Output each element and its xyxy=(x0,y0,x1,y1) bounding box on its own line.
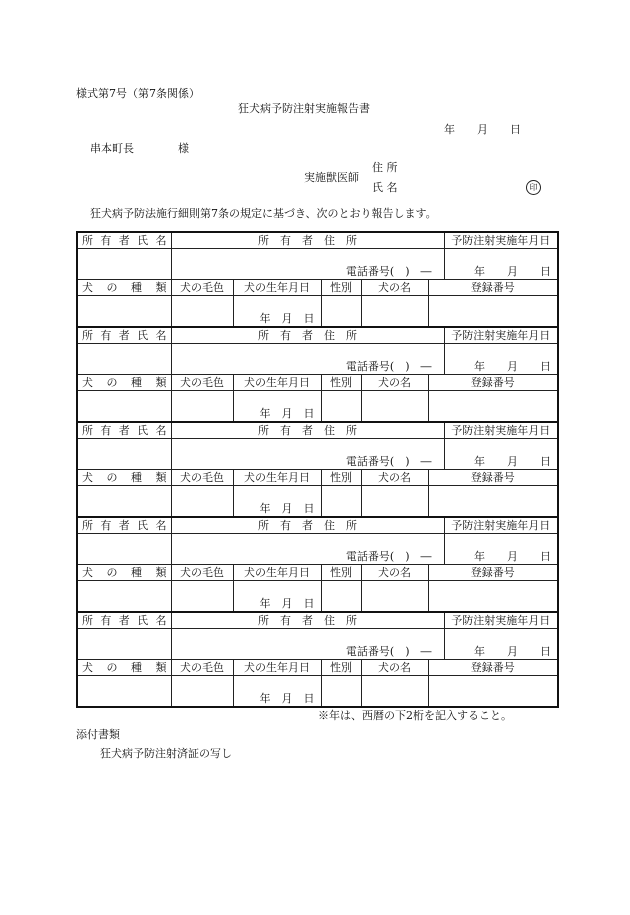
owner-name-cell[interactable] xyxy=(77,629,171,660)
injection-date-header: 予防注射実施年月日 xyxy=(444,232,558,249)
owner-address-cell[interactable]: 電話番号( ) ― xyxy=(171,439,444,470)
dog-data-row xyxy=(77,296,558,328)
attachments-label: 添付書類 xyxy=(76,728,120,741)
sex-header: 性別 xyxy=(321,470,361,486)
injection-date-header: 予防注射実施年月日 xyxy=(444,327,558,344)
dog-type-header: 犬の種類 xyxy=(77,280,171,296)
owner-header-row xyxy=(77,232,558,249)
reg-number-cell[interactable] xyxy=(428,581,558,613)
birth-date-cell[interactable]: 年 月 日 xyxy=(233,296,321,328)
dog-type-header: 犬の種類 xyxy=(77,470,171,486)
birth-date-cell[interactable]: 年 月 日 xyxy=(233,391,321,423)
sex-cell[interactable] xyxy=(321,391,361,423)
reg-number-header: 登録番号 xyxy=(428,565,558,581)
dog-header-row xyxy=(77,375,558,391)
vet-label: 実施獣医師 xyxy=(304,171,359,184)
dog-name-header: 犬の名 xyxy=(361,660,428,676)
owner-address-header: 所 有 者 住 所 xyxy=(171,612,444,629)
sex-header: 性別 xyxy=(321,280,361,296)
sex-header: 性別 xyxy=(321,660,361,676)
dog-name-cell[interactable] xyxy=(361,296,428,328)
coat-color-header: 犬の毛色 xyxy=(171,660,233,676)
dog-header-row xyxy=(77,565,558,581)
owner-header-row xyxy=(77,422,558,439)
owner-name-header: 所有者氏名 xyxy=(77,612,171,629)
dog-type-cell[interactable] xyxy=(77,296,171,328)
injection-date-header: 予防注射実施年月日 xyxy=(444,517,558,534)
reg-number-cell[interactable] xyxy=(428,391,558,423)
dog-name-cell[interactable] xyxy=(361,486,428,518)
owner-data-row xyxy=(77,629,558,660)
dog-type-header: 犬の種類 xyxy=(77,565,171,581)
seal-mark: 印 xyxy=(526,180,541,195)
reg-number-cell[interactable] xyxy=(428,676,558,708)
dog-name-header: 犬の名 xyxy=(361,470,428,486)
dog-type-cell[interactable] xyxy=(77,676,171,708)
footnote: ※年は、西暦の下2桁を記入すること。 xyxy=(318,709,512,722)
owner-address-cell[interactable]: 電話番号( ) ― xyxy=(171,629,444,660)
coat-color-header: 犬の毛色 xyxy=(171,565,233,581)
sex-header: 性別 xyxy=(321,565,361,581)
reg-number-header: 登録番号 xyxy=(428,470,558,486)
reg-number-cell[interactable] xyxy=(428,486,558,518)
owner-name-cell[interactable] xyxy=(77,439,171,470)
coat-color-cell[interactable] xyxy=(171,676,233,708)
coat-color-cell[interactable] xyxy=(171,391,233,423)
name-label: 氏 名 xyxy=(372,181,398,194)
sex-header: 性別 xyxy=(321,375,361,391)
dog-name-header: 犬の名 xyxy=(361,280,428,296)
birth-date-header: 犬の生年月日 xyxy=(233,470,321,486)
attachment-item: 狂犬病予防注射済証の写し xyxy=(100,747,232,760)
birth-date-header: 犬の生年月日 xyxy=(233,565,321,581)
owner-name-header: 所有者氏名 xyxy=(77,327,171,344)
owner-name-header: 所有者氏名 xyxy=(77,232,171,249)
owner-name-cell[interactable] xyxy=(77,344,171,375)
dog-type-cell[interactable] xyxy=(77,486,171,518)
owner-address-header: 所 有 者 住 所 xyxy=(171,232,444,249)
sex-cell[interactable] xyxy=(321,581,361,613)
owner-address-header: 所 有 者 住 所 xyxy=(171,327,444,344)
injection-date-cell[interactable]: 年 月 日 xyxy=(444,534,558,565)
injection-date-cell[interactable]: 年 月 日 xyxy=(444,439,558,470)
owner-data-row xyxy=(77,439,558,470)
injection-date-header: 予防注射実施年月日 xyxy=(444,422,558,439)
dog-data-row xyxy=(77,676,558,708)
sex-cell[interactable] xyxy=(321,676,361,708)
coat-color-header: 犬の毛色 xyxy=(171,470,233,486)
birth-date-header: 犬の生年月日 xyxy=(233,660,321,676)
birth-date-header: 犬の生年月日 xyxy=(233,280,321,296)
owner-header-row xyxy=(77,327,558,344)
coat-color-header: 犬の毛色 xyxy=(171,280,233,296)
birth-date-header: 犬の生年月日 xyxy=(233,375,321,391)
report-date: 年 月 日 xyxy=(444,123,521,136)
coat-color-cell[interactable] xyxy=(171,486,233,518)
owner-header-row xyxy=(77,517,558,534)
document-title: 狂犬病予防注射実施報告書 xyxy=(238,102,370,115)
injection-date-cell[interactable]: 年 月 日 xyxy=(444,344,558,375)
dog-name-header: 犬の名 xyxy=(361,565,428,581)
owner-address-header: 所 有 者 住 所 xyxy=(171,517,444,534)
reg-number-header: 登録番号 xyxy=(428,280,558,296)
injection-date-cell[interactable]: 年 月 日 xyxy=(444,249,558,280)
owner-name-header: 所有者氏名 xyxy=(77,422,171,439)
address-label: 住 所 xyxy=(372,161,398,174)
coat-color-cell[interactable] xyxy=(171,581,233,613)
owner-address-cell[interactable]: 電話番号( ) ― xyxy=(171,249,444,280)
dog-type-cell[interactable] xyxy=(77,391,171,423)
dog-type-header: 犬の種類 xyxy=(77,660,171,676)
owner-address-header: 所 有 者 住 所 xyxy=(171,422,444,439)
injection-date-header: 予防注射実施年月日 xyxy=(444,612,558,629)
reg-number-cell[interactable] xyxy=(428,296,558,328)
owner-data-row xyxy=(77,344,558,375)
birth-date-cell[interactable]: 年 月 日 xyxy=(233,581,321,613)
sex-cell[interactable] xyxy=(321,486,361,518)
owner-data-row xyxy=(77,249,558,280)
owner-name-header: 所有者氏名 xyxy=(77,517,171,534)
dog-name-cell[interactable] xyxy=(361,676,428,708)
addressee: 串本町長 様 xyxy=(90,142,189,155)
birth-date-cell[interactable]: 年 月 日 xyxy=(233,676,321,708)
dog-name-header: 犬の名 xyxy=(361,375,428,391)
sex-cell[interactable] xyxy=(321,296,361,328)
dog-data-row xyxy=(77,391,558,423)
dog-header-row xyxy=(77,660,558,676)
dog-data-row xyxy=(77,486,558,518)
dog-header-row xyxy=(77,470,558,486)
coat-color-cell[interactable] xyxy=(171,296,233,328)
report-table xyxy=(76,231,557,708)
dog-data-row xyxy=(77,581,558,613)
dog-type-header: 犬の種類 xyxy=(77,375,171,391)
coat-color-header: 犬の毛色 xyxy=(171,375,233,391)
owner-header-row xyxy=(77,612,558,629)
dog-name-cell[interactable] xyxy=(361,391,428,423)
reg-number-header: 登録番号 xyxy=(428,660,558,676)
form-number: 様式第7号（第7条関係） xyxy=(76,87,200,100)
dog-name-cell[interactable] xyxy=(361,581,428,613)
owner-address-cell[interactable]: 電話番号( ) ― xyxy=(171,534,444,565)
dog-type-cell[interactable] xyxy=(77,581,171,613)
intro-text: 狂犬病予防法施行細則第7条の規定に基づき、次のとおり報告します。 xyxy=(90,207,437,220)
owner-name-cell[interactable] xyxy=(77,534,171,565)
owner-data-row xyxy=(77,534,558,565)
reg-number-header: 登録番号 xyxy=(428,375,558,391)
birth-date-cell[interactable]: 年 月 日 xyxy=(233,486,321,518)
owner-name-cell[interactable] xyxy=(77,249,171,280)
owner-address-cell[interactable]: 電話番号( ) ― xyxy=(171,344,444,375)
dog-header-row xyxy=(77,280,558,296)
injection-date-cell[interactable]: 年 月 日 xyxy=(444,629,558,660)
